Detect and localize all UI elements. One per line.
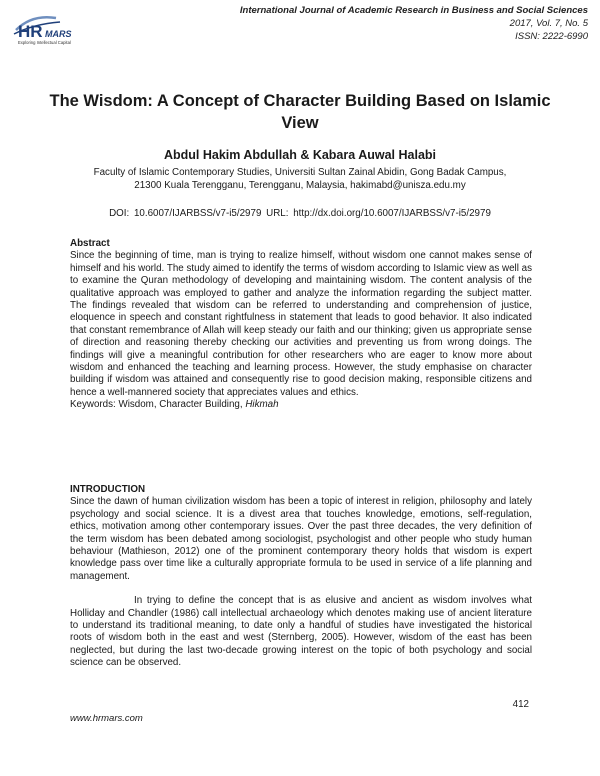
affiliation-line-2: 21300 Kuala Terengganu, Terengganu, Malaysia, hakimabd@unisza.edu.my xyxy=(134,180,466,191)
url-label: URL: xyxy=(266,208,289,219)
footer-website[interactable]: www.hrmars.com xyxy=(70,713,143,724)
logo-suffix-text: MARS xyxy=(45,29,72,39)
keyword-hikmah: Hikmah xyxy=(245,399,279,411)
page-number: 412 xyxy=(512,699,529,710)
journal-header xyxy=(240,4,588,43)
keywords xyxy=(70,399,532,411)
journal-volume: 2017, Vol. 7, No. 5 xyxy=(509,18,588,29)
affiliation-line-1: Faculty of Islamic Contemporary Studies, Universiti Sultan Zainal Abidin, Gong Badak Campus, xyxy=(93,167,507,178)
introduction-paragraph-1: Since the dawn of human civilization wisdom has been a topic of interest in religion, philosophy and lately psychology and social science. It is a divest area that touches knowledge, emotions, self-regulation, ethics, motivation among other contemporary issues. Over the past three decades, the very definition of the term wisdom has been debated among sociologist, psychologist and other people who study human behaviour (Mathieson, 2012) one of the prominent contemporary theory holds that wisdom is expert knowledge pass over time like a culturally appropriate formula to be used in service of a life planning and management. xyxy=(70,496,532,582)
introduction-paragraph-2: In trying to define the concept that is as elusive and ancient as wisdom involves what Holliday and Chandler (1986) call intellectual archaeology which denotes making use of ancient literature to understand its traditional meaning, to date only a handful of studies have investigated the historical roots of wisdom both in the east and west (Sternberg, 2005). However, wisdom of the east has been neglected, but during the last two-decade growing interest on the topic of both psychology and social science can be observed. xyxy=(70,595,532,669)
introduction-heading: INTRODUCTION xyxy=(70,484,146,495)
paper-authors: Abdul Hakim Abdullah & Kabara Auwal Halabi xyxy=(163,148,437,162)
author-affiliation xyxy=(40,166,560,192)
journal-name: International Journal of Academic Research in Business and Social Sciences xyxy=(239,5,588,16)
keywords-label: Keywords: Wisdom, Character Building, xyxy=(70,399,243,411)
logo-main-text: HR xyxy=(18,22,43,41)
abstract-text: Since the beginning of time, man is trying to realize himself, without wisdom one cannot makes sense of himself and his world. The study aimed to identify the terms of wisdom according to Islamic view as well as to examine the Quran methodology of developing and maintaining wisdom. The content analysis of the qualitative approach was employed to gather and analyze the information regarding the subject matter. The findings revealed that wisdom can be referred to understanding and comprehension of justice, eloquence in speech and constant rightfulness in statement that leads to good behavior. It also indicated that constant remembrance of Allah will keep steady our faith and our thinking; given us appropriate sense of direction and reasoning thereby checking our activities and preventing us from wrong doings. The findings will give a meaningful contribution for other researchers who are eager to know more about wisdom and enhanced the teaching and learning process. However, the study emphasise on character building if wisdom was attained and consequently rise to good decision making, responsible citizens and hence a well-mannered society that appreciates values and ethics. xyxy=(70,250,532,398)
paper-title: The Wisdom: A Concept of Character Building Based on Islamic View xyxy=(49,92,551,132)
doi-label: DOI: xyxy=(109,208,130,219)
logo-tagline: Exploring Intellectual Capital xyxy=(18,40,71,45)
journal-logo xyxy=(12,10,112,46)
doi-value[interactable]: 10.6007/IJARBSS/v7-i5/2979 xyxy=(133,208,262,219)
url-link[interactable]: http://dx.doi.org/10.6007/IJARBSS/v7-i5/2979 xyxy=(293,208,491,219)
doi-line xyxy=(40,208,560,219)
abstract-heading: Abstract xyxy=(70,238,110,249)
hrmars-logo-graphic xyxy=(12,10,112,46)
introduction-section xyxy=(70,484,532,670)
journal-issn: ISSN: 2222-6990 xyxy=(515,31,588,42)
abstract-section xyxy=(70,238,532,412)
